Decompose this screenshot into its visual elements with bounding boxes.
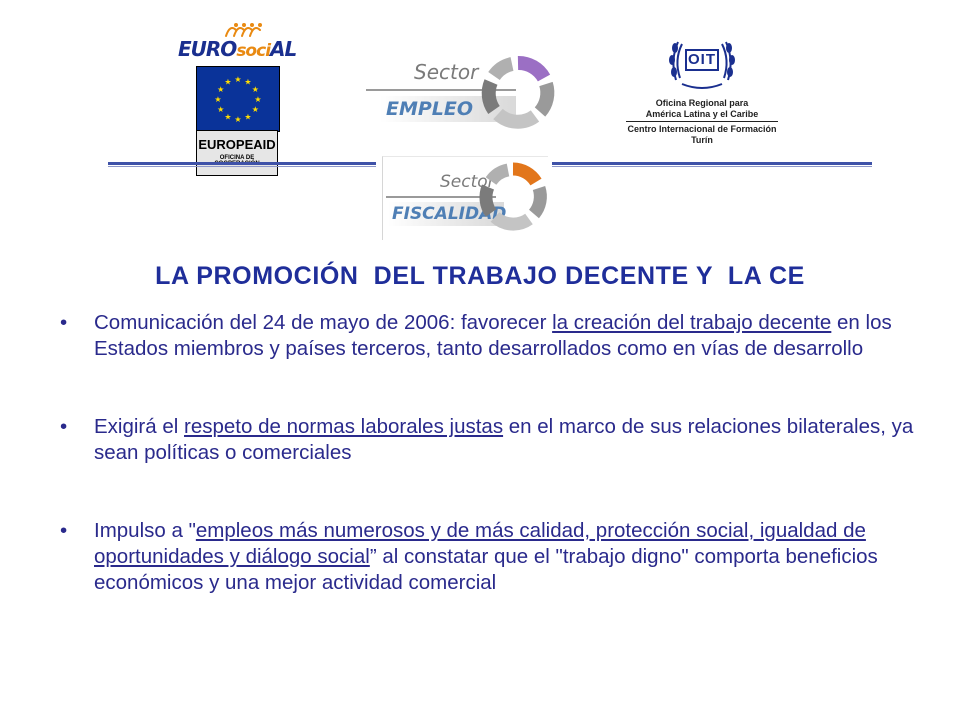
oit-divider xyxy=(626,121,778,122)
eu-star-icon: ★ xyxy=(217,105,225,114)
bullet-text: Comunicación del 24 de mayo de 2006: favorecer xyxy=(94,311,553,334)
eu-star-icon: ★ xyxy=(254,95,262,104)
europeaid-subtitle: OFICINA DE xyxy=(219,155,255,161)
eu-star-icon: ★ xyxy=(244,112,252,122)
slide-title: LA PROMOCIÓN DEL TRABAJO DECENTE Y LA CE xyxy=(155,262,805,290)
bullet-marker: • xyxy=(60,311,68,334)
oit-acronym: OIT xyxy=(688,51,716,68)
sector-fiscalidad-sector-label: Sector xyxy=(440,172,495,192)
header-rule-right-thin xyxy=(552,166,872,167)
sector-empleo-name: EMPLEO xyxy=(380,96,516,122)
bullet-item xyxy=(56,518,916,596)
bullet-marker: • xyxy=(60,415,68,438)
ring-chart-icon xyxy=(480,54,556,130)
eu-star-icon: ★ xyxy=(234,75,242,84)
oit-line-1: Oficina Regional para xyxy=(655,98,749,108)
bullet-marker: • xyxy=(60,519,68,542)
sector-fiscalidad-name: FISCALIDAD xyxy=(388,202,504,226)
eu-star-icon: ★ xyxy=(214,95,222,104)
eurosocial-europeaid-logo xyxy=(178,22,302,161)
eurosocial-euro: EURO xyxy=(178,37,237,61)
bullet-text: ” al constatar que el "trabajo digno" comporta beneficios económicos y una mejor actividad comercial xyxy=(94,545,878,594)
bullet-text: en el marco de sus relaciones bilaterales, ya sean políticas o comerciales xyxy=(94,415,914,464)
bullet-list xyxy=(56,310,916,596)
europeaid-box xyxy=(196,130,278,176)
bullet-text: Impulso a " xyxy=(94,519,196,542)
header-rule-right xyxy=(552,162,872,165)
eu-star-icon: ★ xyxy=(217,85,225,94)
header-rule-left-thin xyxy=(108,166,376,167)
bullet-text: en los Estados miembros y países terceros, tanto desarrollados como en vías de desarrollo xyxy=(94,311,892,360)
bullet-item xyxy=(56,310,916,362)
bullet-item xyxy=(56,414,916,466)
sector-empleo-sector-label: Sector xyxy=(414,60,479,84)
header-rule-left xyxy=(108,162,376,165)
oit-line-2: América Latina y el Caribe xyxy=(645,109,759,119)
eu-star-icon: ★ xyxy=(244,77,252,87)
eu-star-icon: ★ xyxy=(251,85,259,94)
europeaid-name: EUROPEAID xyxy=(198,137,276,152)
eu-star-icon: ★ xyxy=(224,77,232,87)
oit-line-3: Centro Internacional de Formación xyxy=(627,124,777,134)
sector-fiscalidad-logo xyxy=(382,156,548,240)
ring-chart-icon xyxy=(478,160,548,232)
bullet-underlined-text: respeto de normas laborales justas xyxy=(184,415,504,438)
eurosocial-al: AL xyxy=(270,37,297,61)
eurosocial-wordmark xyxy=(178,36,302,62)
eu-star-icon: ★ xyxy=(234,115,242,124)
eu-star-icon: ★ xyxy=(224,112,232,122)
bullet-text: Exigirá el xyxy=(94,415,185,438)
bullet-underlined-text: la creación del trabajo decente xyxy=(552,311,832,334)
eu-flag-icon xyxy=(196,66,280,132)
oit-line-4: Turín xyxy=(691,135,713,145)
bullet-underlined-text: empleos más numerosos y de más calidad, protección social, igualdad de oportunidades y diálogo social xyxy=(94,519,866,568)
oit-logo xyxy=(622,28,782,148)
eu-star-icon: ★ xyxy=(251,105,259,114)
sector-empleo-logo xyxy=(366,54,556,134)
eurosocial-social: soci xyxy=(236,41,271,61)
